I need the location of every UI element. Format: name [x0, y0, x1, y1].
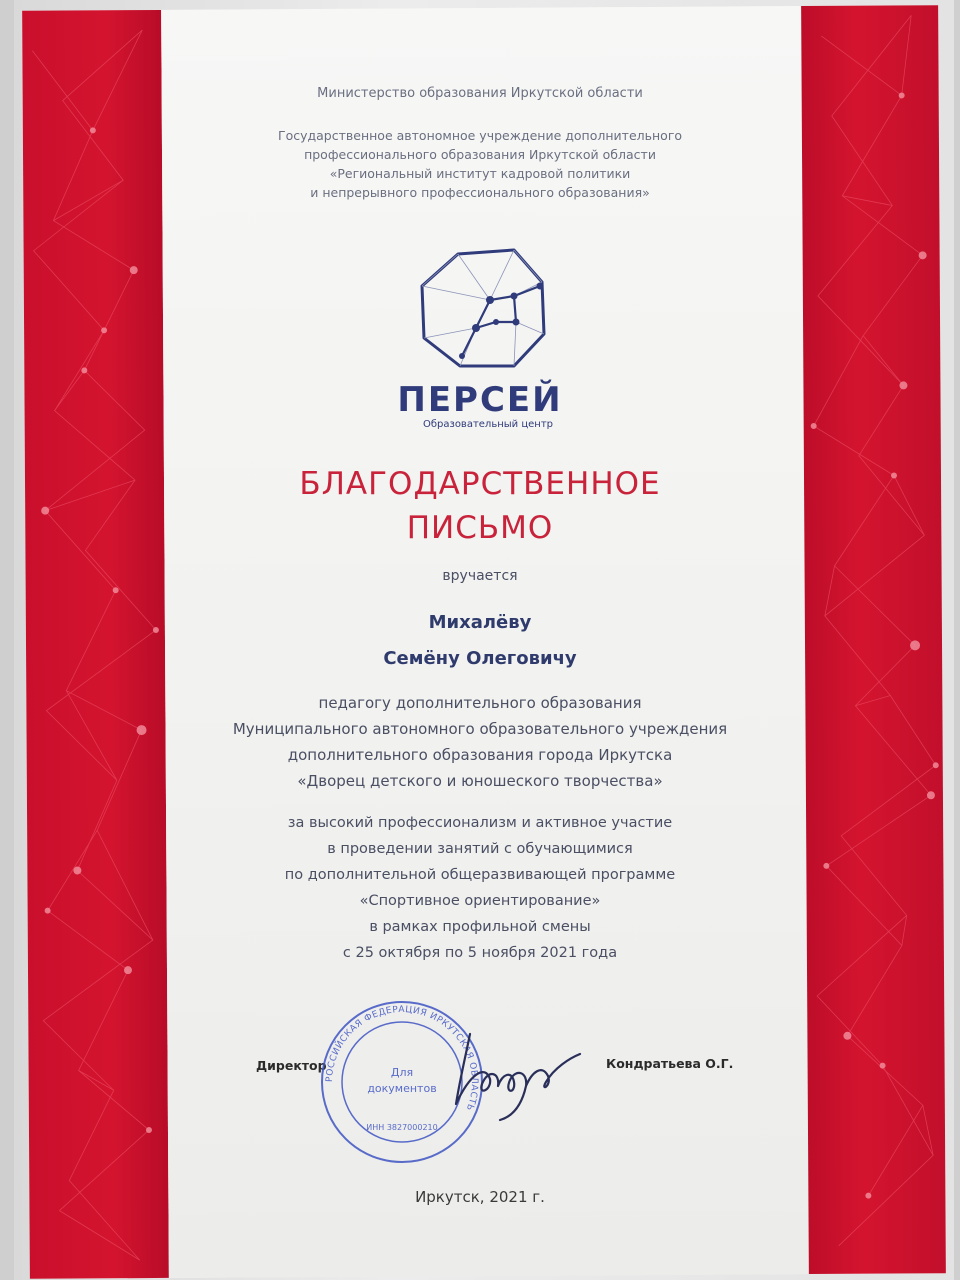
institution-line: и непрерывного профессионального образования» [310, 185, 650, 200]
reason-line: «Спортивное ориентирование» [359, 893, 601, 909]
letter-title-line: БЛАГОДАРСТВЕННОЕ [299, 466, 661, 502]
stamp-inn: ИНН 3827000210 [366, 1123, 438, 1132]
position-line: дополнительного образования города Иркутска [287, 746, 673, 764]
position-line: педагогу дополнительного образования [318, 694, 642, 712]
constellation-octagon-icon [418, 248, 558, 378]
position-line: «Дворец детского и юношеского творчества» [297, 772, 663, 790]
letter-title [0, 462, 960, 550]
recipient-surname: Михалёву [428, 612, 532, 633]
recipient-position [0, 690, 960, 794]
institution-line: «Региональный институт кадровой политики [329, 166, 631, 181]
reason-line: в проведении занятий с обучающимися [327, 841, 633, 857]
city-and-year: Иркутск, 2021 г. [415, 1188, 545, 1206]
recipient-name [0, 605, 960, 677]
stamp-center-line: документов [367, 1082, 437, 1095]
director-label: Директор [256, 1058, 327, 1073]
reason-line: за высокий профессионализм и активное участие [287, 815, 673, 831]
stamp-center-line: Для [390, 1066, 414, 1079]
recipient-given-names: Семёну Олеговичу [383, 648, 577, 669]
director-name: Кондратьева О.Г. [606, 1056, 734, 1071]
institution-name [0, 126, 960, 202]
institution-line: Государственное автономное учреждение дополнительного [277, 128, 683, 143]
position-line: Муниципального автономного образовательного учреждения [232, 720, 728, 738]
reason-line: в рамках профильной смены [369, 919, 591, 935]
director-signature [430, 1024, 590, 1124]
stamp-outer-text: РОССИЙСКАЯ ФЕДЕРАЦИЯ ИРКУТСКАЯ ОБЛАСТЬ [324, 1004, 480, 1113]
letter-title-line: ПИСЬМО [406, 510, 554, 546]
institution-line: профессионального образования Иркутской области [304, 147, 656, 162]
presented-label: вручается [442, 568, 518, 584]
logo-subtitle: Образовательный центр [422, 419, 553, 430]
award-reason [0, 810, 960, 966]
reason-line: с 25 октября по 5 ноября 2021 года [342, 945, 618, 961]
ministry-name: Министерство образования Иркутской области [317, 86, 643, 101]
reason-line: по дополнительной общеразвивающей программе [284, 867, 676, 883]
logo-title: ПЕРСЕЙ [397, 380, 563, 420]
